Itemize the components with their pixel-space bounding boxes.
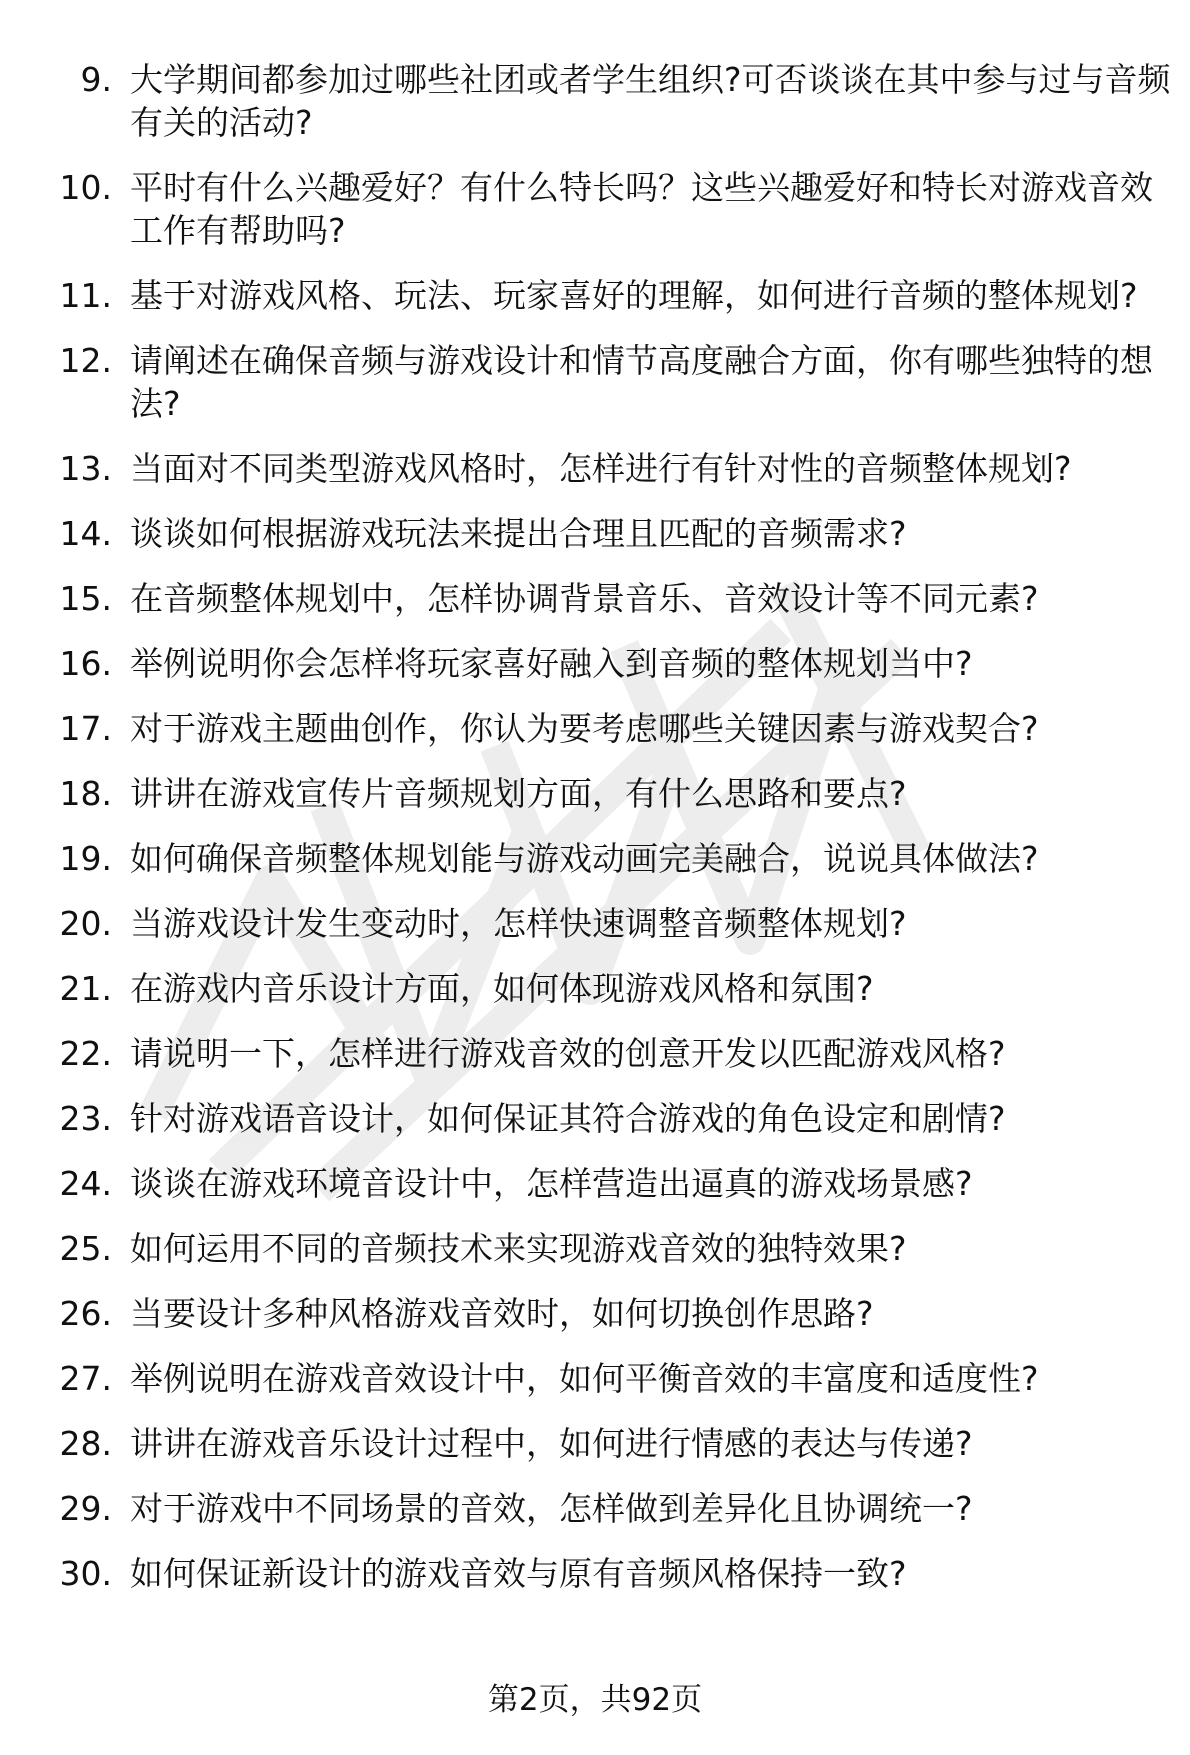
question-item bbox=[0, 837, 1190, 880]
question-item bbox=[0, 1487, 1190, 1530]
question-text: 如何确保音频整体规划能与游戏动画完美融合，说说具体做法? bbox=[130, 839, 1039, 878]
question-item bbox=[0, 1292, 1190, 1335]
question-item bbox=[0, 577, 1190, 620]
question-item bbox=[0, 1422, 1190, 1465]
question-text: 基于对游戏风格、玩法、玩家喜好的理解，如何进行音频的整体规划? bbox=[130, 276, 1138, 315]
question-text: 当游戏设计发生变动时，怎样快速调整音频整体规划? bbox=[130, 904, 907, 943]
question-number: 30. bbox=[59, 1554, 112, 1593]
question-item bbox=[0, 1097, 1190, 1140]
question-number: 14. bbox=[59, 514, 112, 553]
question-number: 17. bbox=[59, 709, 112, 748]
question-item bbox=[0, 1357, 1190, 1400]
question-text: 举例说明在游戏音效设计中，如何平衡音效的丰富度和适度性? bbox=[130, 1359, 1039, 1398]
question-list bbox=[0, 58, 1190, 1617]
question-item bbox=[0, 902, 1190, 945]
question-text: 请说明一下，怎样进行游戏音效的创意开发以匹配游戏风格? bbox=[130, 1034, 1006, 1073]
question-number: 21. bbox=[59, 969, 112, 1008]
question-text: 对于游戏主题曲创作，你认为要考虑哪些关键因素与游戏契合? bbox=[130, 709, 1039, 748]
question-text: 如何运用不同的音频技术来实现游戏音效的独特效果? bbox=[130, 1229, 907, 1268]
question-text: 举例说明你会怎样将玩家喜好融入到音频的整体规划当中? bbox=[130, 644, 973, 683]
question-number: 23. bbox=[59, 1099, 112, 1138]
question-item bbox=[0, 58, 1190, 144]
question-number: 29. bbox=[59, 1489, 112, 1528]
question-item bbox=[0, 642, 1190, 685]
question-number: 25. bbox=[59, 1229, 112, 1268]
question-item bbox=[0, 166, 1190, 252]
question-number: 16. bbox=[59, 644, 112, 683]
question-number: 18. bbox=[59, 774, 112, 813]
question-text: 谈谈在游戏环境音设计中，怎样营造出逼真的游戏场景感? bbox=[130, 1164, 973, 1203]
question-text: 针对游戏语音设计，如何保证其符合游戏的角色设定和剧情? bbox=[130, 1099, 1006, 1138]
question-text: 讲讲在游戏音乐设计过程中，如何进行情感的表达与传递? bbox=[130, 1424, 973, 1463]
question-item bbox=[0, 1227, 1190, 1270]
question-number: 13. bbox=[59, 449, 112, 488]
question-item bbox=[0, 707, 1190, 750]
question-item bbox=[0, 512, 1190, 555]
question-item bbox=[0, 1032, 1190, 1075]
question-item bbox=[0, 1552, 1190, 1595]
question-number: 11. bbox=[59, 276, 112, 315]
question-text: 当面对不同类型游戏风格时，怎样进行有针对性的音频整体规划? bbox=[130, 449, 1072, 488]
question-item bbox=[0, 274, 1190, 317]
question-text: 在音频整体规划中，怎样协调背景音乐、音效设计等不同元素? bbox=[130, 579, 1039, 618]
question-number: 26. bbox=[59, 1294, 112, 1333]
question-item bbox=[0, 967, 1190, 1010]
question-text: 谈谈如何根据游戏玩法来提出合理且匹配的音频需求? bbox=[130, 514, 907, 553]
question-number: 20. bbox=[59, 904, 112, 943]
question-number: 15. bbox=[59, 579, 112, 618]
question-number: 12. bbox=[59, 341, 112, 380]
question-number: 10. bbox=[59, 168, 112, 207]
question-number: 28. bbox=[59, 1424, 112, 1463]
question-text: 当要设计多种风格游戏音效时，如何切换创作思路? bbox=[130, 1294, 874, 1333]
question-text: 大学期间都参加过哪些社团或者学生组织?可否谈谈在其中参与过与音频有关的活动? bbox=[130, 60, 1171, 142]
question-item bbox=[0, 447, 1190, 490]
question-item bbox=[0, 772, 1190, 815]
question-item bbox=[0, 1162, 1190, 1205]
question-item bbox=[0, 339, 1190, 425]
question-text: 在游戏内音乐设计方面，如何体现游戏风格和氛围? bbox=[130, 969, 874, 1008]
question-number: 24. bbox=[59, 1164, 112, 1203]
question-number: 19. bbox=[59, 839, 112, 878]
question-text: 讲讲在游戏宣传片音频规划方面，有什么思路和要点? bbox=[130, 774, 907, 813]
question-text: 如何保证新设计的游戏音效与原有音频风格保持一致? bbox=[130, 1554, 907, 1593]
question-text: 对于游戏中不同场景的音效，怎样做到差异化且协调统一? bbox=[130, 1489, 973, 1528]
question-text: 平时有什么兴趣爱好？有什么特长吗？这些兴趣爱好和特长对游戏音效工作有帮助吗? bbox=[130, 168, 1153, 250]
question-number: 22. bbox=[59, 1034, 112, 1073]
question-number: 9. bbox=[80, 60, 112, 99]
page-number: 第2页，共92页 bbox=[487, 1682, 703, 1718]
question-number: 27. bbox=[59, 1359, 112, 1398]
question-text: 请阐述在确保音频与游戏设计和情节高度融合方面，你有哪些独特的想法? bbox=[130, 341, 1153, 423]
